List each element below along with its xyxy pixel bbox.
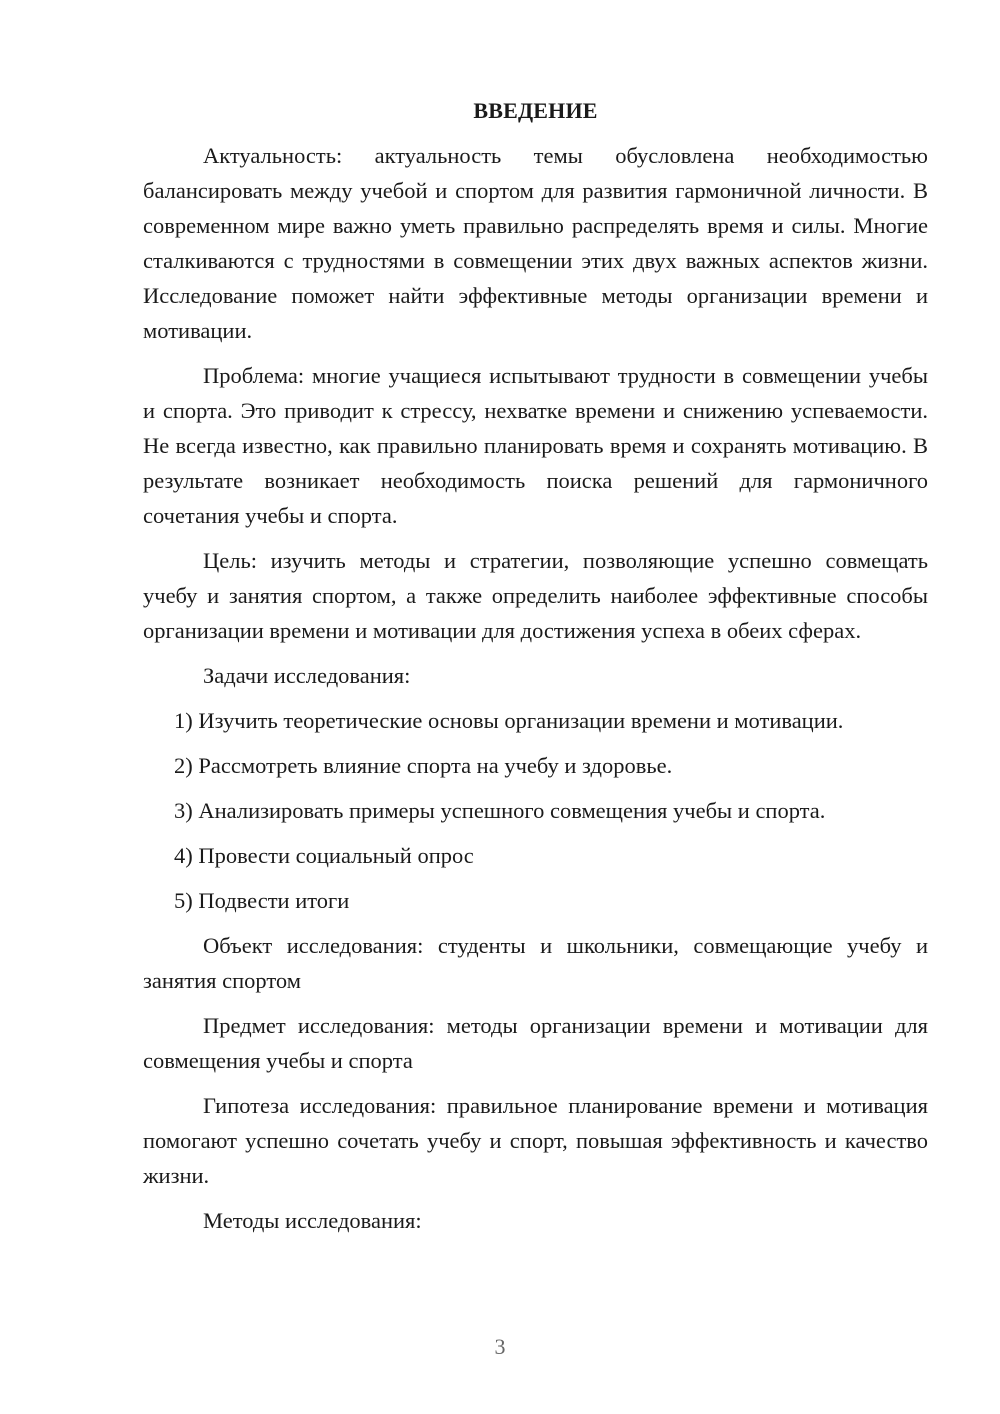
task-item: 5) Подвести итоги bbox=[174, 888, 350, 913]
relevance-paragraph: Актуальность: актуальность темы обусловлена необходимостью балансировать между учебой и спортом для развития гармоничной личности. В современном мире важно уметь правильно распределять время и силы. Многие сталкиваются с трудностями в совмещении этих двух важных аспектов жизни. Исследование поможет найти эффективные методы организации времени и мотивации. bbox=[143, 143, 928, 343]
subject-paragraph: Предмет исследования: методы организации времени и мотивации для совмещения учебы и спорта bbox=[143, 1013, 928, 1073]
task-item: 2) Рассмотреть влияние спорта на учебу и здоровье. bbox=[174, 753, 673, 778]
document-page bbox=[143, 96, 928, 1248]
tasks-list bbox=[143, 703, 928, 918]
task-item: 1) Изучить теоретические основы организации времени и мотивации. bbox=[174, 708, 844, 733]
section-title: ВВЕДЕНИЕ bbox=[473, 98, 598, 123]
task-item: 4) Провести социальный опрос bbox=[174, 843, 474, 868]
page-number: 3 bbox=[494, 1334, 506, 1359]
tasks-heading: Задачи исследования: bbox=[203, 663, 411, 688]
object-paragraph: Объект исследования: студенты и школьники, совмещающие учебу и занятия спортом bbox=[143, 933, 928, 993]
methods-heading: Методы исследования: bbox=[203, 1208, 422, 1233]
problem-paragraph: Проблема: многие учащиеся испытывают трудности в совмещении учебы и спорта. Это приводит к стрессу, нехватке времени и снижению успеваемости. Не всегда известно, как правильно планировать время и сохранять мотивацию. В результате возникает необходимость поиска решений для гармоничного сочетания учебы и спорта. bbox=[143, 363, 928, 528]
task-item: 3) Анализировать примеры успешного совмещения учебы и спорта. bbox=[174, 798, 826, 823]
goal-paragraph: Цель: изучить методы и стратегии, позволяющие успешно совмещать учебу и занятия спортом, а также определить наиболее эффективные способы организации времени и мотивации для достижения успеха в обеих сферах. bbox=[143, 548, 928, 643]
hypothesis-paragraph: Гипотеза исследования: правильное планирование времени и мотивация помогают успешно сочетать учебу и спорт, повышая эффективность и качество жизни. bbox=[143, 1093, 928, 1188]
